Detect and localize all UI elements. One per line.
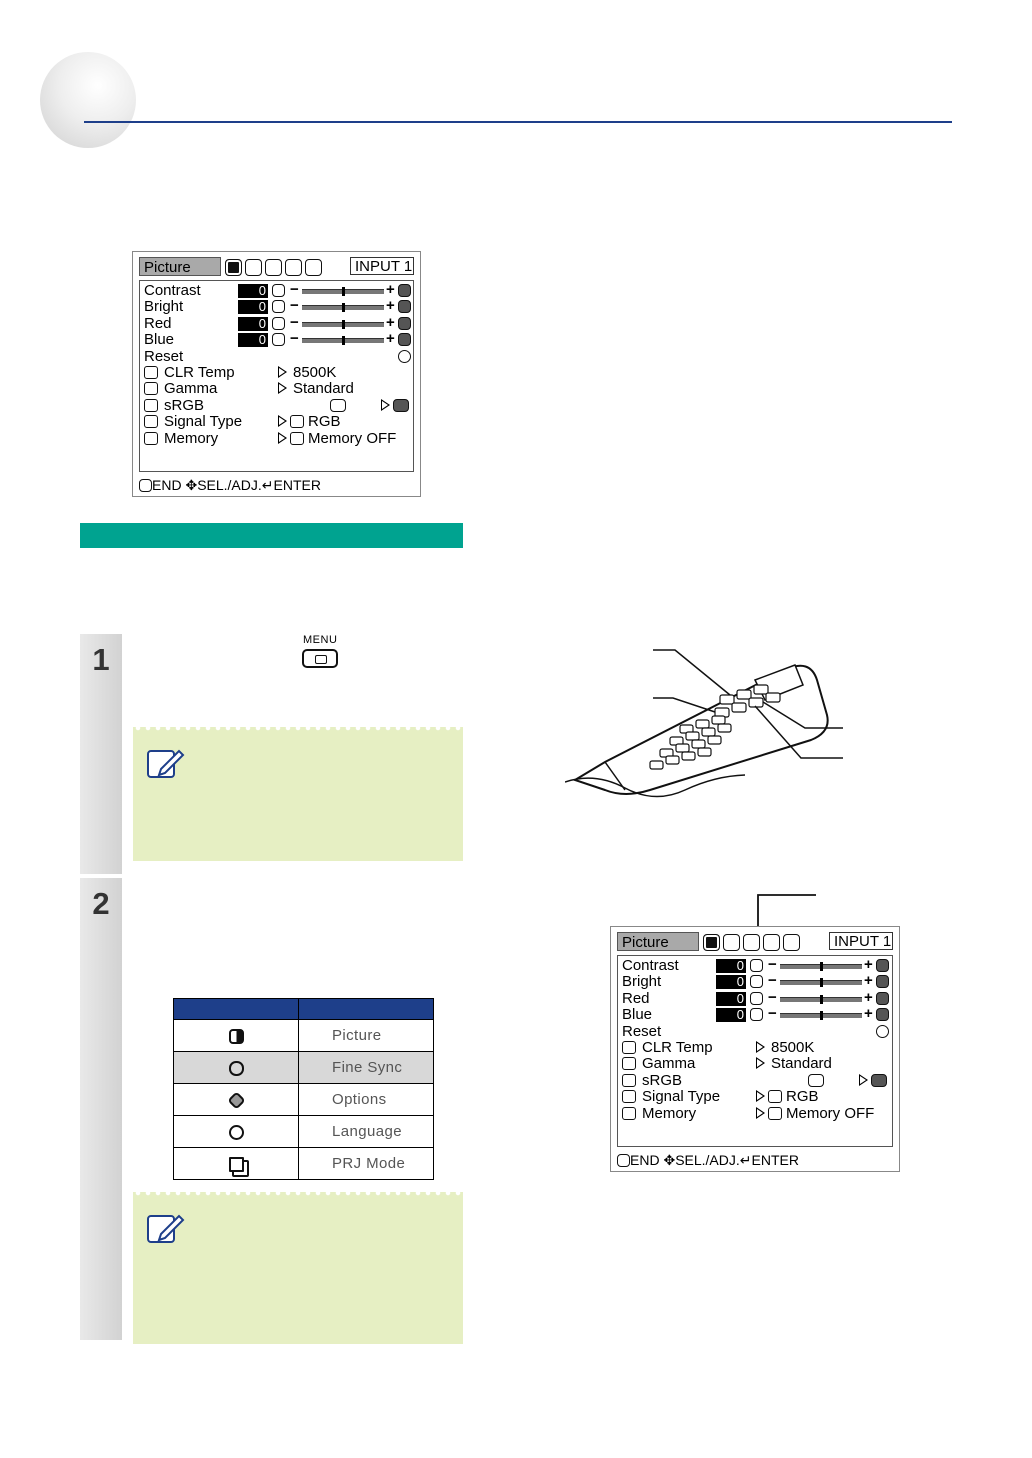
table-row: Options [174,1084,434,1116]
adjust-min-icon [272,300,285,313]
osd-option-row[interactable]: CLR Temp 8500K [622,1040,888,1056]
arrow-right-icon [756,1107,765,1119]
reset-icon [876,1025,889,1038]
arrow-right-icon [278,415,287,427]
osd-adjust-row[interactable]: Bright 0 − + [144,299,409,315]
enter-icon: ↵ [261,477,274,493]
osd-item-icon [622,1074,636,1087]
value-icon [290,415,304,428]
enter-icon: ↵ [739,1152,752,1168]
step-1-column [80,634,122,874]
adjust-min-icon [272,317,285,330]
menu-button-label: MENU [303,634,338,646]
osd-option-row[interactable]: Signal Type RGB [144,414,409,430]
osd-item-icon [144,366,158,379]
osd-input-indicator: INPUT 1 [829,932,893,950]
osd-tab-picture[interactable]: Picture [139,257,221,276]
osd-option-row[interactable]: Gamma Standard [144,381,409,397]
prj-mode-tab-icon[interactable] [305,259,322,276]
osd-reset-row[interactable]: Reset [622,1024,888,1040]
osd-reset-row[interactable]: Reset [144,349,409,365]
osd-item-icon [144,415,158,428]
slider-knob[interactable] [820,978,823,987]
options-icon [227,1091,245,1109]
osd-option-row[interactable]: CLR Temp 8500K [144,365,409,381]
osd-input-indicator: INPUT 1 [350,257,414,275]
osd-option-row[interactable]: Memory Memory OFF [622,1106,888,1122]
table-row: PRJ Mode [174,1148,434,1180]
osd-item-icon [622,1041,636,1054]
section-header-circle [40,52,136,148]
arrow-right-icon [756,1057,765,1069]
step-1-number: 1 [92,642,110,677]
osd-adjust-row[interactable]: Contrast 0 − + [144,283,409,299]
section-title-bar [80,523,463,548]
language-tab-icon[interactable] [763,934,780,951]
osd-adjust-row[interactable]: Contrast 0 − + [622,958,888,974]
slider-knob[interactable] [820,995,823,1004]
arrow-right-icon [278,432,287,444]
osd-option-row[interactable]: Gamma Standard [622,1056,888,1072]
note-pencil-icon [145,745,185,781]
adjust-min-icon [272,284,285,297]
osd-footer: END ✥SEL./ADJ.↵ENTER [617,1151,893,1169]
fine-sync-icon [229,1061,244,1076]
step-2-column [80,878,122,1340]
adjust-max-icon [398,317,411,330]
language-icon [229,1125,244,1140]
osd-menu-bottom [610,926,900,1172]
adjust-min-icon [272,333,285,346]
adjust-max-icon [876,992,889,1005]
arrow-right-icon [756,1090,765,1102]
srgb-toggle-icon[interactable] [808,1074,824,1087]
adjust-max-icon [398,300,411,313]
step-2-number: 2 [92,886,110,921]
adjust-max-icon [398,333,411,346]
adjust-max-icon [876,959,889,972]
adjust-min-icon [750,959,763,972]
srgb-toggle-icon[interactable] [330,399,346,412]
prj-mode-tab-icon[interactable] [783,934,800,951]
picture-tab-icon[interactable] [703,934,720,951]
osd-tab-picture[interactable]: Picture [617,932,699,951]
osd-item-icon [622,1107,636,1120]
fine-sync-tab-icon[interactable] [245,259,262,276]
table-row: Language [174,1116,434,1148]
arrows-icon: ✥ [663,1152,676,1168]
arrow-right-icon [381,399,390,411]
adjust-min-icon [750,975,763,988]
osd-item-icon [144,399,158,412]
srgb-on-icon [393,399,409,412]
osd-option-row[interactable]: Memory Memory OFF [144,431,409,447]
remote-control-illustration [565,640,855,800]
slider-knob[interactable] [342,320,345,329]
osd-adjust-row[interactable]: Bright 0 − + [622,974,888,990]
osd-item-icon [622,1090,636,1103]
osd-adjust-row[interactable]: Red 0 − + [144,316,409,332]
osd-item-icon [622,1057,636,1070]
options-tab-icon[interactable] [265,259,282,276]
osd-adjust-row[interactable]: Red 0 − + [622,991,888,1007]
value-icon [290,432,304,445]
picture-tab-icon[interactable] [225,259,242,276]
osd-option-row[interactable]: Signal Type RGB [622,1089,888,1105]
options-tab-icon[interactable] [743,934,760,951]
note-box-2 [133,1192,463,1344]
slider-knob[interactable] [820,1011,823,1020]
osd-footer: END ✥SEL./ADJ.↵ENTER [139,476,414,494]
osd-adjust-row[interactable]: Blue 0 − + [144,332,409,348]
arrow-right-icon [859,1074,868,1086]
note-pencil-icon [145,1210,185,1246]
menu-key-icon [139,479,152,492]
adjust-min-icon [750,1008,763,1021]
menu-button-icon[interactable] [302,649,338,668]
slider-knob[interactable] [820,962,823,971]
osd-menu-top [132,251,421,497]
menu-icons-table [173,998,434,1180]
arrow-right-icon [278,382,287,394]
osd-option-row[interactable]: sRGB [144,398,409,414]
prj-mode-icon [229,1157,244,1172]
note-box-1 [133,727,463,861]
menu-key-icon [617,1154,630,1167]
fine-sync-tab-icon[interactable] [723,934,740,951]
slider-knob[interactable] [342,303,345,312]
arrows-icon: ✥ [185,477,198,493]
language-tab-icon[interactable] [285,259,302,276]
section-header-rule [84,121,952,123]
slider-knob[interactable] [342,336,345,345]
osd-adjust-row[interactable]: Blue 0 − + [622,1007,888,1023]
table-row: Fine Sync [174,1052,434,1084]
osd-item-icon [144,382,158,395]
reset-icon [398,350,411,363]
adjust-min-icon [750,992,763,1005]
adjust-max-icon [876,975,889,988]
adjust-max-icon [876,1008,889,1021]
picture-icon [229,1029,244,1044]
value-icon [768,1107,782,1120]
value-icon [768,1090,782,1103]
osd-option-row[interactable]: sRGB [622,1073,888,1089]
srgb-on-icon [871,1074,887,1087]
table-row: Picture [174,1020,434,1052]
adjust-max-icon [398,284,411,297]
slider-knob[interactable] [342,287,345,296]
osd-item-icon [144,432,158,445]
arrow-right-icon [278,366,287,378]
arrow-right-icon [756,1041,765,1053]
